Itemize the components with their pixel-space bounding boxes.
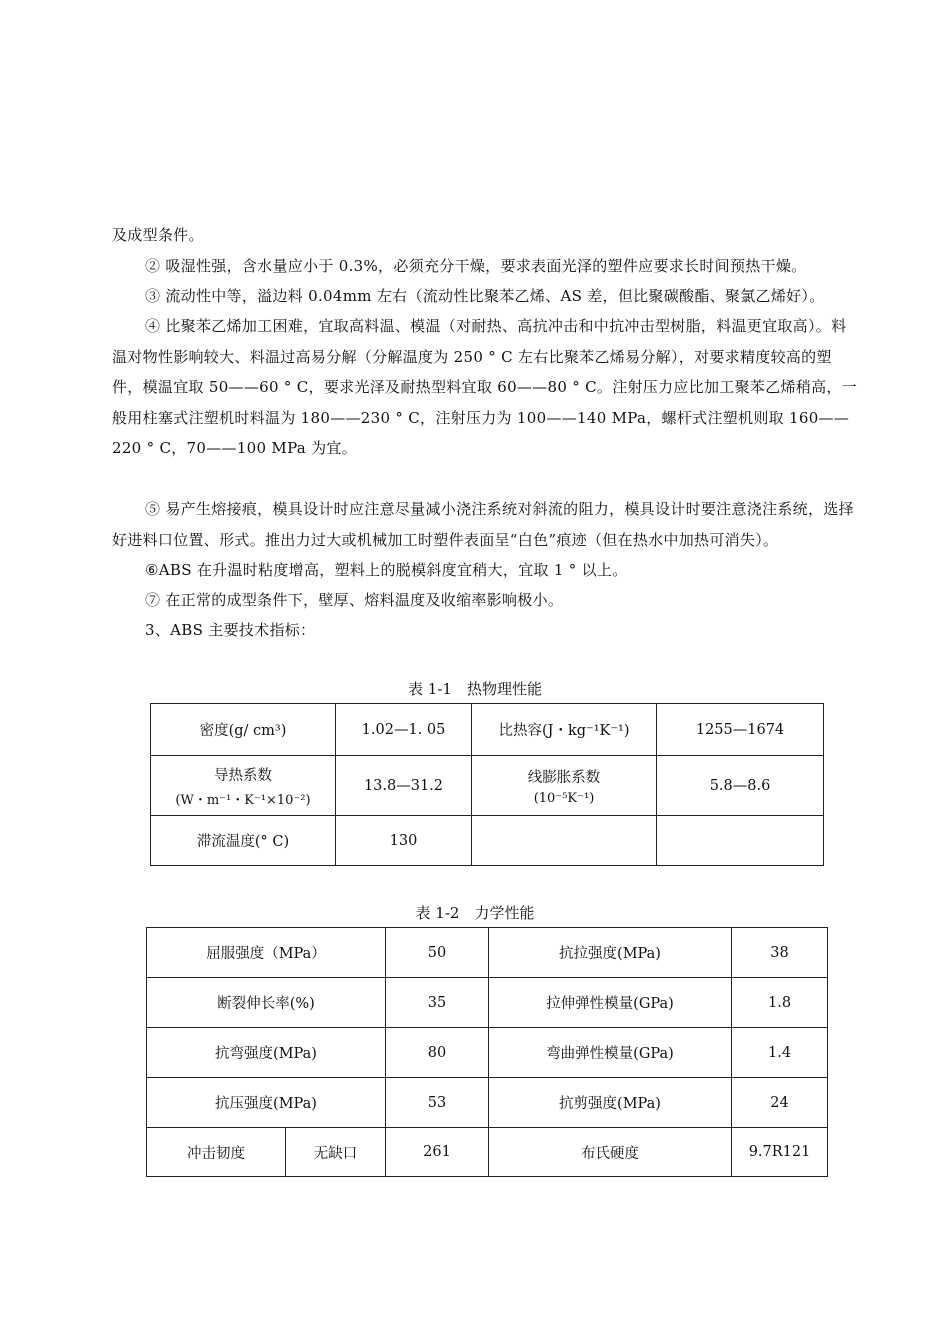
table-cell: 布氏硬度 [489,1128,732,1177]
table-cell: 抗剪强度(MPa) [489,1078,732,1128]
mechanical-properties-table [146,927,828,1177]
paragraph-4: ⑤ 易产生熔接痕，模具设计时应注意尽量减小浇注系统对斜流的阻力，模具设计时要注意浇注系统，选择好进料口位置、形式。推出力过大或机械加工时塑件表面呈“白色”痕迹（但在热水中加热可消失）。 [112,500,854,549]
table-cell: 1255—1674 [657,704,824,756]
table-cell: 9.7R121 [732,1128,828,1177]
table-cell: 拉伸弹性模量(GPa) [489,978,732,1028]
table-cell: 抗拉强度(MPa) [489,928,732,978]
table-cell: 抗弯强度(MPa) [147,1028,386,1078]
paragraph-7: 3、ABS 主要技术指标： [145,621,316,639]
table-row [151,756,824,816]
table-cell: 5.8—8.6 [657,756,824,816]
table-cell: 滞流温度(° C) [151,816,336,866]
paragraph-1: ② 吸湿性强，含水量应小于 0.3%，必须充分干燥，要求表面光泽的塑件应要求长时间预热干燥。 [145,257,807,275]
thermal-properties-table [150,703,824,866]
paragraph-0: 及成型条件。 [112,226,204,244]
table-cell: 53 [386,1078,489,1128]
table-cell [472,756,657,816]
table-cell: 130 [336,816,472,866]
table-cell: 1.4 [732,1028,828,1078]
table-row [147,1028,828,1078]
cell-unit: (10⁻⁵K⁻¹) [533,790,595,806]
table-cell: 1.02—1. 05 [336,704,472,756]
table-cell: 断裂伸长率(%) [147,978,386,1028]
paragraph-3: ④ 比聚苯乙烯加工困难，宜取高料温、模温（对耐热、高抗冲击和中抗冲击型树脂，料温更宜取高）。料温对物性影响较大、料温过高易分解（分解温度为 250 ° C 左右比聚苯乙烯易分解），对要求精度较高的塑件，模温宜取 50——60 ° C，要求光泽及耐热型料宜取 60——80 ° C。注射压力应比加工聚苯乙烯稍高，一般用柱塞式注塑机时料温为 180——230 ° C，注射压力为 100——140 MPa，螺杆式注塑机则取 160——220 ° C，70——100 MPa 为宜。 [112,317,858,457]
cell-label: 导热系数 [214,767,272,784]
table-cell: 比热容(J・kg⁻¹K⁻¹) [472,704,657,756]
table-cell: 50 [386,928,489,978]
table-cell: 冲击韧度 [147,1128,286,1177]
table-cell: 弯曲弹性模量(GPa) [489,1028,732,1078]
table-cell: 无缺口 [286,1128,386,1177]
table-row [147,1078,828,1128]
table-cell: 密度(g/ cm³) [151,704,336,756]
paragraph-5: ⑥ABS 在升温时粘度增高，塑料上的脱模斜度宜稍大，宜取 1 ° 以上。 [145,561,628,579]
table-cell [657,816,824,866]
table-row [151,816,824,866]
table2-caption: 表 1-2 力学性能 [415,904,535,922]
table1-caption: 表 1-1 热物理性能 [408,680,542,698]
table-cell: 13.8—31.2 [336,756,472,816]
cell-unit: (W・m⁻¹・K⁻¹×10⁻²) [175,792,311,808]
table-row [147,1128,828,1177]
table-cell: 35 [386,978,489,1028]
table-row [147,978,828,1028]
table-cell [151,756,336,816]
cell-label: 线膨胀系数 [527,769,601,786]
table-cell: 261 [386,1128,489,1177]
table-cell: 24 [732,1078,828,1128]
table-cell: 抗压强度(MPa) [147,1078,386,1128]
paragraph-6: ⑦ 在正常的成型条件下，壁厚、熔料温度及收缩率影响极小。 [145,591,564,609]
table-row [147,928,828,978]
table-cell: 屈服强度（MPa） [147,928,386,978]
table-cell [472,816,657,866]
table-cell: 38 [732,928,828,978]
table-cell: 80 [386,1028,489,1078]
table-cell: 1.8 [732,978,828,1028]
paragraph-2: ③ 流动性中等，溢边料 0.04mm 左右（流动性比聚苯乙烯、AS 差，但比聚碳酸酯、聚氯乙烯好）。 [145,287,825,305]
table-row [151,704,824,756]
